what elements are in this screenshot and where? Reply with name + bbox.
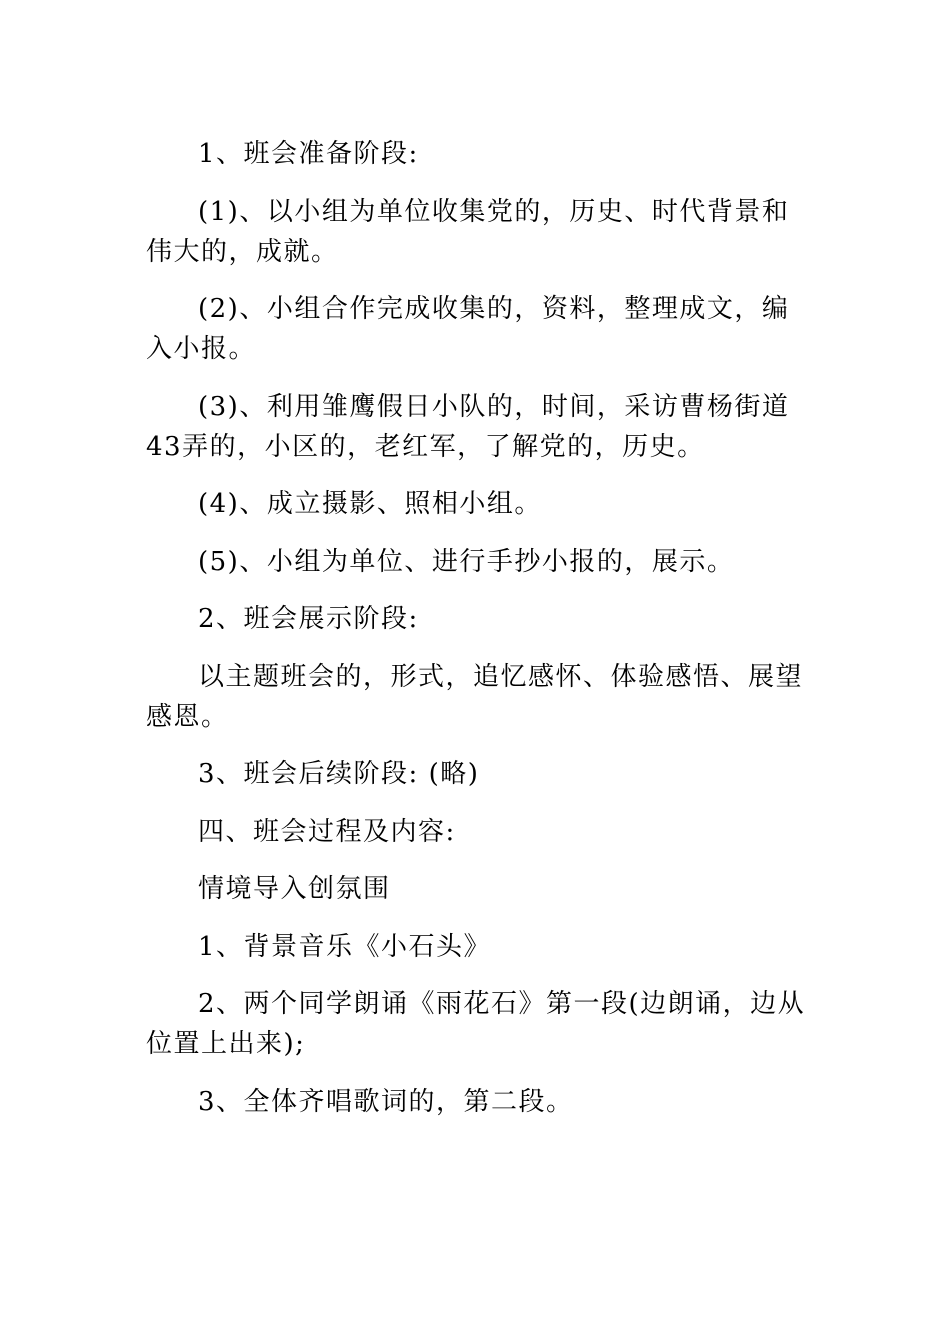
paragraph-step-2: 2、两个同学朗诵《雨花石》第一段(边朗诵，边从位置上出来); (146, 989, 806, 1059)
paragraph-prep-item-3: (3)、利用雏鹰假日小队的，时间，采访曹杨街道43弄的，小区的，老红军，了解党的，历史。 (146, 391, 790, 462)
paragraph-prep-item-2: (2)、小组合作完成收集的，资料，整理成文，编入小报。 (146, 294, 790, 364)
document-body (146, 134, 806, 1139)
paragraph-show-stage-heading: 2、班会展示阶段: (198, 604, 419, 634)
paragraph-prep-item-1: (1)、以小组为单位收集党的，历史、时代背景和伟大的，成就。 (146, 196, 790, 267)
paragraph-show-stage-content: 以主题班会的，形式，追忆感怀、体验感悟、展望感恩。 (146, 661, 804, 732)
paragraph-step-3: 3、全体齐唱歌词的，第二段。 (198, 1086, 574, 1117)
paragraph-step-1: 1、背景音乐《小石头》 (198, 931, 492, 962)
paragraph-prep-item-5: (5)、小组为单位、进行手抄小报的，展示。 (198, 546, 735, 577)
paragraph-scene-intro: 情境导入创氛围 (198, 874, 391, 904)
paragraph-prep-stage-heading: 1、班会准备阶段: (198, 139, 419, 169)
paragraph-process-heading: 四、班会过程及内容: (198, 816, 456, 847)
paragraph-follow-up-stage: 3、班会后续阶段: (略) (198, 759, 480, 789)
paragraph-prep-item-4: (4)、成立摄影、照相小组。 (198, 489, 542, 519)
